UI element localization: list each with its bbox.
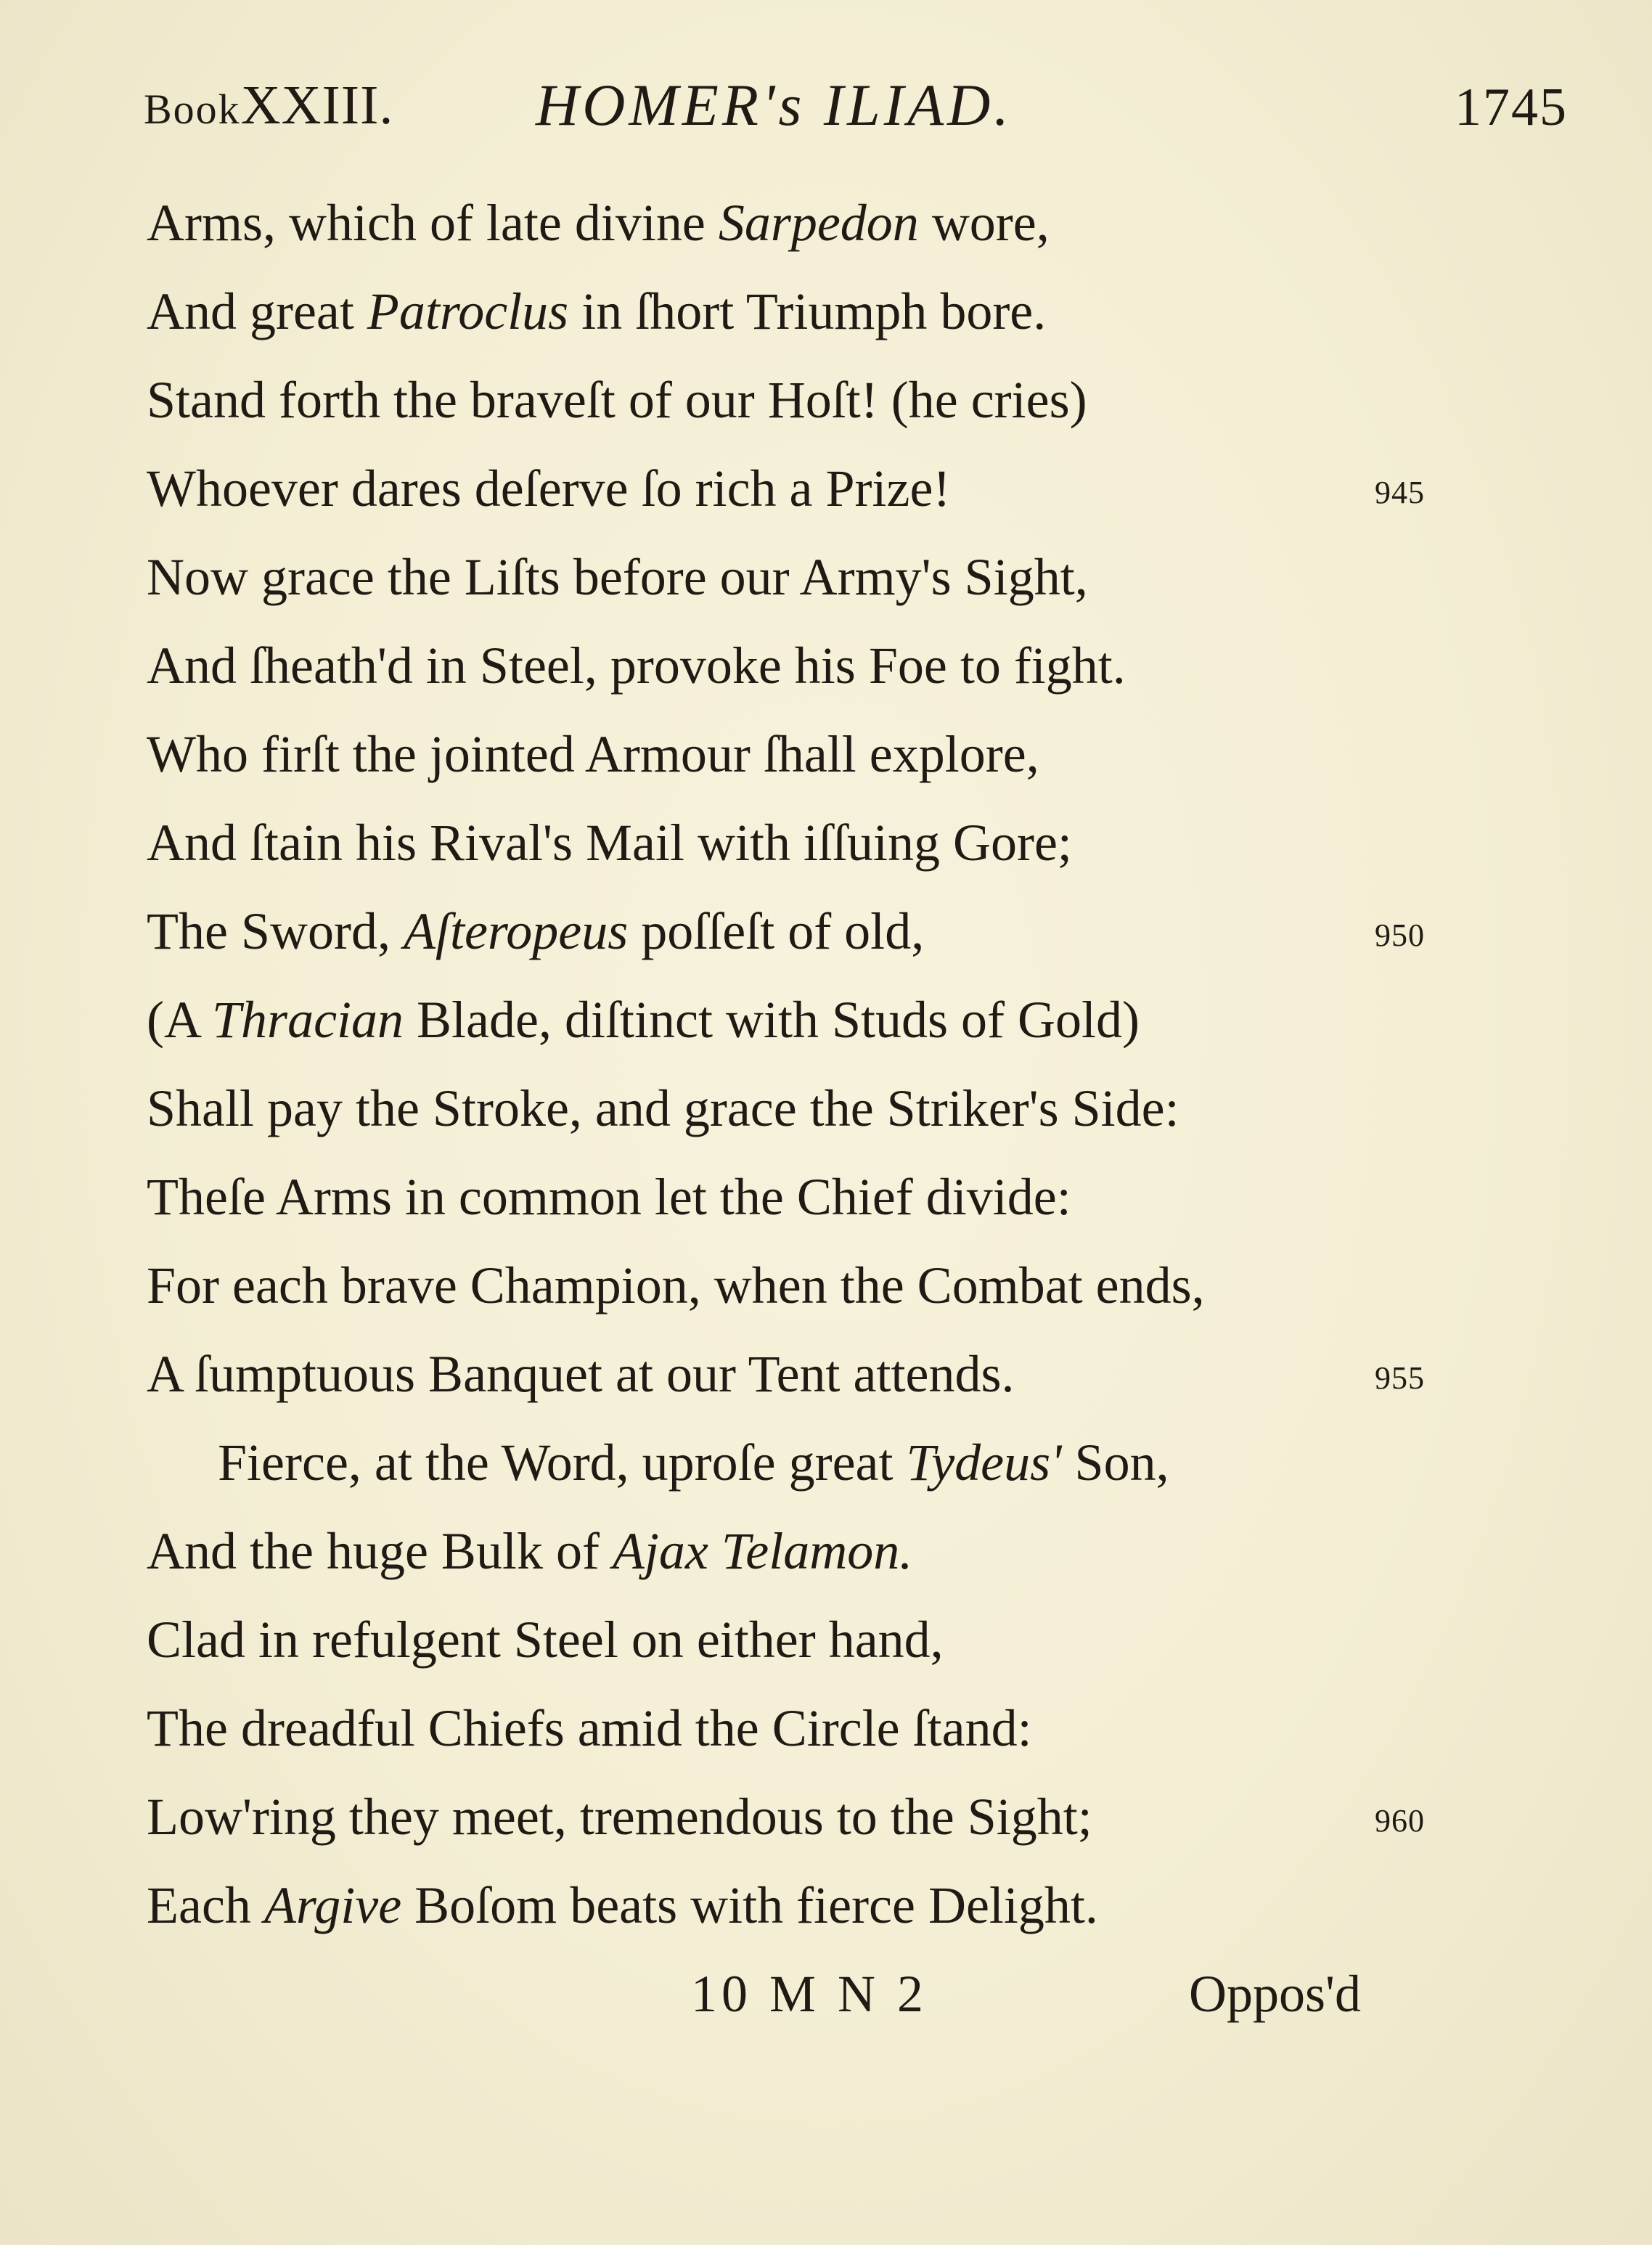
verse-line — [0, 1064, 1652, 1153]
verse-text — [147, 1153, 1071, 1241]
verse-segment: in ſhort Triumph bore. — [568, 282, 1047, 340]
verse-text — [147, 798, 1072, 887]
verse-line — [0, 621, 1652, 710]
verse-segment: The dreadful Chiefs amid the Circle ſtand: — [147, 1699, 1032, 1757]
verse-text — [147, 179, 1050, 267]
italic-name: Thracian — [212, 991, 404, 1049]
verse-line — [0, 887, 1652, 976]
book-prefix: Book — [144, 86, 241, 133]
verse-segment: Theſe Arms in common let the Chief divide: — [147, 1168, 1071, 1226]
verse-line — [0, 179, 1652, 267]
verse-segment: And ſheath'd in Steel, provoke his Foe to fight. — [147, 637, 1126, 695]
italic-name: Aſteropeus — [403, 902, 629, 960]
verse-text — [147, 1507, 912, 1595]
verse-segment: (A — [147, 991, 212, 1049]
signature-mark: 10 M N 2 — [691, 1965, 928, 2023]
verse-text — [147, 976, 1140, 1064]
verse-text — [147, 356, 1087, 444]
verse-segment: The Sword, — [147, 902, 404, 960]
verse-text — [147, 1772, 1092, 1861]
running-title: HOMER's ILIAD. — [536, 72, 1013, 138]
verse-text — [147, 1861, 1098, 1950]
verse-segment: Stand forth the braveſt of our Hoſt! (he cries) — [147, 371, 1087, 429]
italic-name: Ajax Telamon. — [612, 1522, 913, 1580]
verse-text — [147, 267, 1046, 356]
verse-line — [0, 533, 1652, 621]
verse-line — [0, 1595, 1652, 1684]
verse-segment: A ſumptuous Banquet at our Tent attends. — [147, 1345, 1015, 1403]
verse-line — [0, 1418, 1652, 1507]
page-footer — [0, 1960, 1652, 2040]
italic-name: Patroclus — [367, 282, 569, 340]
verse-text — [147, 1330, 1015, 1418]
verse-text — [147, 1595, 944, 1684]
verse-segment: Fierce, at the Word, uproſe great — [218, 1434, 907, 1492]
verse-line — [0, 1684, 1652, 1772]
verse-segment: Blade, diſtinct with Studs of Gold) — [404, 991, 1140, 1049]
book-label — [144, 74, 393, 137]
verse-line — [0, 267, 1652, 356]
verse-line — [0, 710, 1652, 798]
line-number: 960 — [1375, 1803, 1425, 1839]
line-number: 955 — [1375, 1360, 1425, 1396]
verse-segment: Who firſt the jointed Armour ſhall explore, — [147, 725, 1039, 783]
verse-line — [0, 1153, 1652, 1241]
verse-segment: Shall pay the Stroke, and grace the Striker's Side: — [147, 1079, 1179, 1137]
verse-segment: For each brave Champion, when the Combat ends, — [147, 1256, 1205, 1314]
verse-segment: And ſtain his Rival's Mail with iſſuing Gore; — [147, 814, 1072, 872]
line-number: 950 — [1375, 917, 1425, 953]
verse-line — [0, 444, 1652, 533]
page-number: 1745 — [1455, 78, 1568, 137]
verse-line — [0, 356, 1652, 444]
verse-text — [147, 1241, 1205, 1330]
verse-segment: Arms, which of late divine — [147, 194, 719, 252]
verse-text — [147, 444, 950, 533]
verse-line — [0, 976, 1652, 1064]
verse-line — [0, 1241, 1652, 1330]
verse-segment: Low'ring they meet, tremendous to the Sight; — [147, 1788, 1092, 1846]
verse-text — [147, 1684, 1032, 1772]
verse-text — [147, 533, 1088, 621]
verse-line — [0, 1772, 1652, 1861]
running-header — [0, 67, 1652, 147]
verse-segment: Whoever dares deſerve ſo rich a Prize! — [147, 459, 951, 518]
catchword: Oppos'd — [1189, 1965, 1361, 2023]
verse-segment: And the huge Bulk of — [147, 1522, 613, 1580]
verse-line — [0, 1861, 1652, 1950]
italic-name: Sarpedon — [718, 194, 919, 252]
verse-segment: wore, — [918, 194, 1050, 252]
verse-segment: Each — [147, 1876, 264, 1934]
verse-text — [218, 1418, 1169, 1507]
verse-list — [0, 179, 1652, 1950]
verse-text — [147, 710, 1039, 798]
verse-segment: poſſeſt of old, — [628, 902, 925, 960]
verse-segment: Son, — [1061, 1434, 1169, 1492]
verse-text — [147, 1064, 1179, 1153]
verse-line — [0, 798, 1652, 887]
verse-segment: Clad in refulgent Steel on either hand, — [147, 1611, 944, 1669]
book-number: XXIII. — [240, 75, 394, 136]
verse-segment: Now grace the Liſts before our Army's Sight, — [147, 548, 1088, 606]
verse-segment: Boſom beats with fierce Delight. — [401, 1876, 1098, 1934]
verse-segment: And great — [147, 282, 367, 340]
verse-text — [147, 621, 1126, 710]
line-number: 945 — [1375, 475, 1425, 510]
verse-text — [147, 887, 924, 976]
italic-name: Argive — [263, 1876, 402, 1934]
verse-line — [0, 1507, 1652, 1595]
verse-line — [0, 1330, 1652, 1418]
italic-name: Tydeus' — [906, 1434, 1062, 1492]
